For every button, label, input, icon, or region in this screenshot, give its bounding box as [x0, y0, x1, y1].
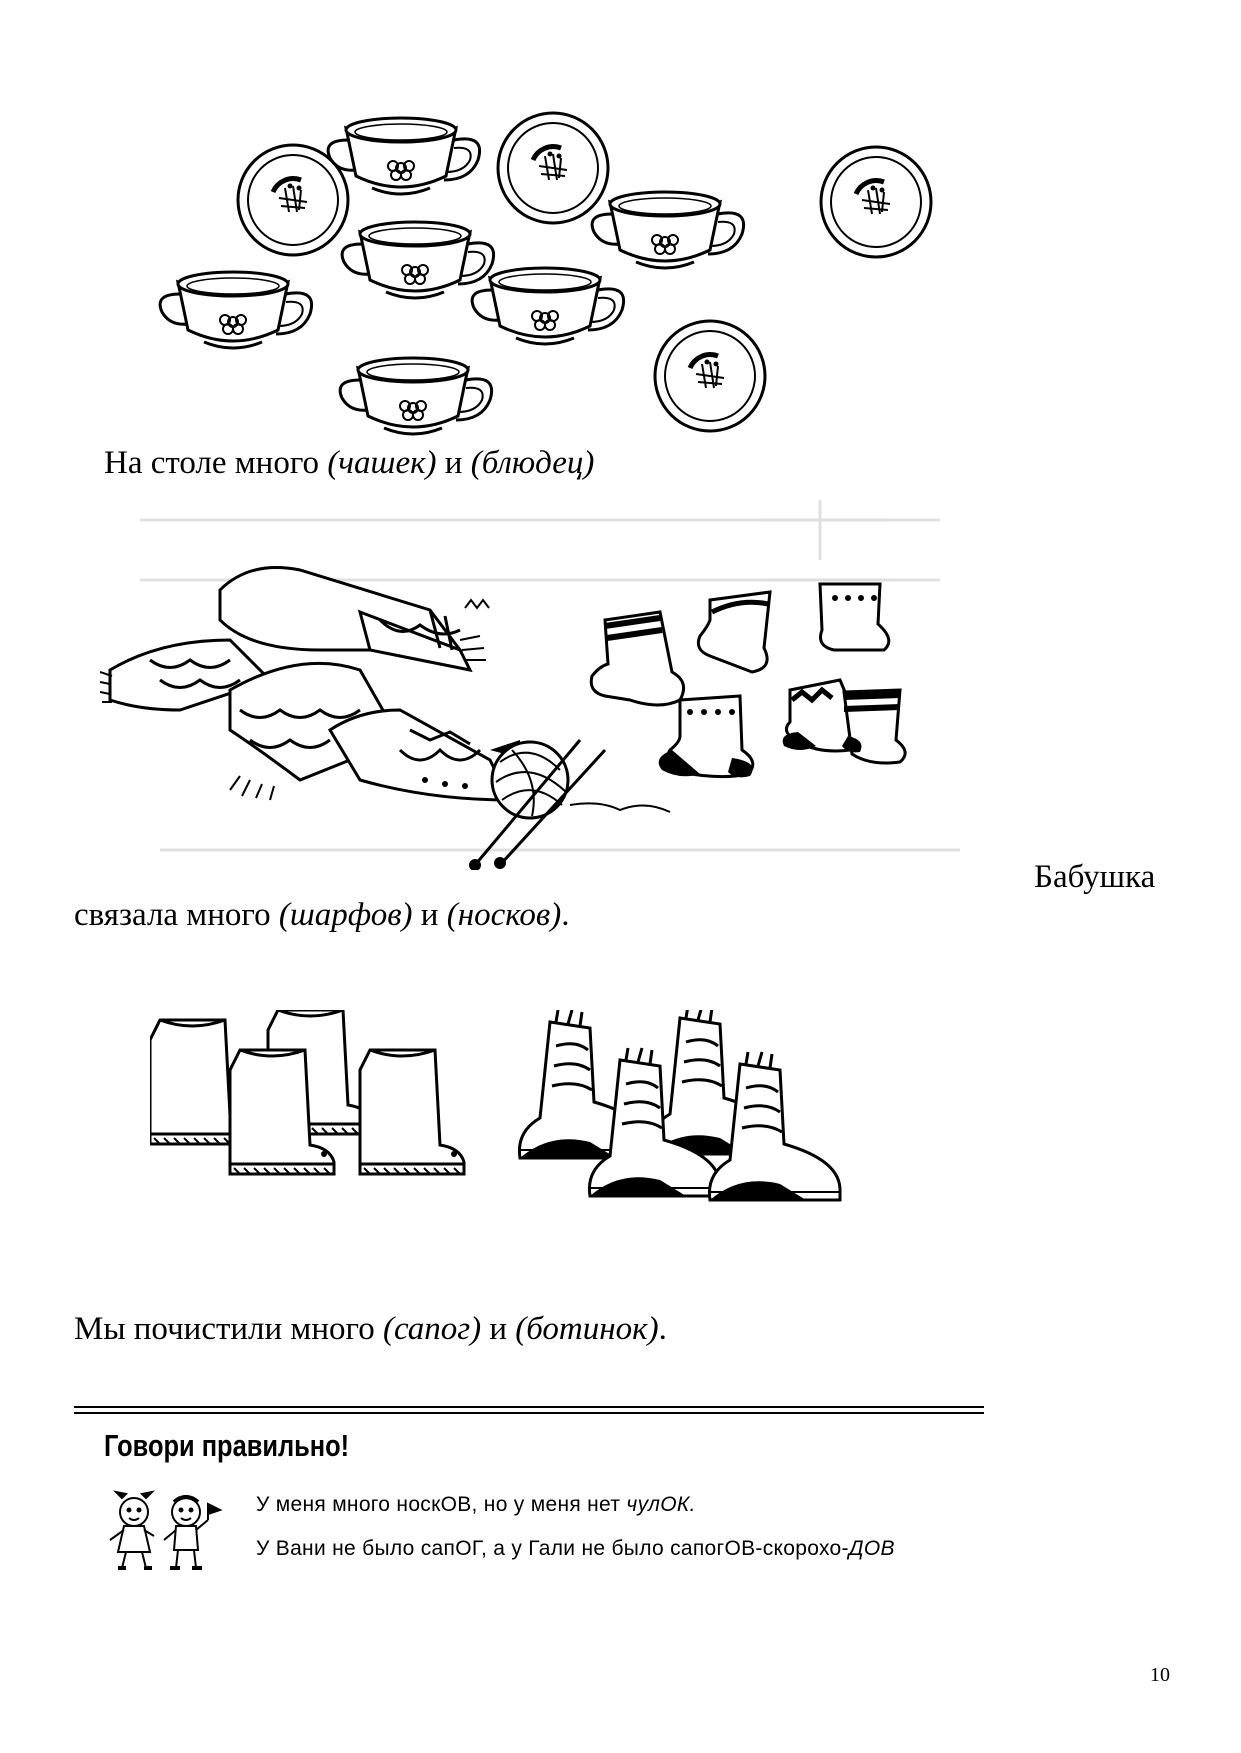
sentence-scarves-socks [74, 896, 569, 936]
rule-emphasis: ДОВ [848, 1537, 895, 1560]
conjunction: и [436, 445, 471, 481]
scarves-socks-illustration [100, 500, 1020, 870]
answer-word: (сапог) [382, 1311, 482, 1347]
answer-word: (ботинок) [515, 1311, 659, 1347]
conjunction: и [481, 1311, 516, 1347]
rule-heading: Говори правильно! [104, 1428, 350, 1463]
rule-emphasis: чулОК. [626, 1493, 696, 1516]
boots-illustration [150, 1010, 860, 1230]
rule-line-socks [256, 1493, 696, 1517]
sentence-cups [104, 444, 594, 484]
sentence-end: . [658, 1311, 667, 1347]
sentence-grandma-lead [1034, 858, 1155, 898]
sentence-boots [74, 1310, 667, 1350]
page-number: 10 [1150, 1664, 1170, 1686]
rule-text: У Вани не было сапОГ, а у Гали не было сапогОВ-скорохо- [256, 1537, 849, 1560]
section-divider [74, 1406, 984, 1414]
sentence-end: . [561, 897, 570, 933]
sentence-intro: связала много [74, 897, 279, 933]
sentence-intro: Мы почистили много [74, 1311, 383, 1347]
cups-saucers-illustration [150, 110, 950, 440]
answer-word: (носков) [446, 897, 562, 933]
answer-word: (шарфов) [278, 897, 413, 933]
rule-text: У меня много носкОВ, но у меня нет [256, 1493, 627, 1516]
answer-word: (блюдец) [470, 445, 595, 481]
children-icon [104, 1490, 224, 1572]
sentence-lead-word: Бабушка [1034, 859, 1156, 895]
conjunction: и [412, 897, 447, 933]
rule-line-boots [256, 1537, 895, 1561]
sentence-intro: На столе много [104, 445, 328, 481]
answer-word: (чашек) [327, 445, 437, 481]
